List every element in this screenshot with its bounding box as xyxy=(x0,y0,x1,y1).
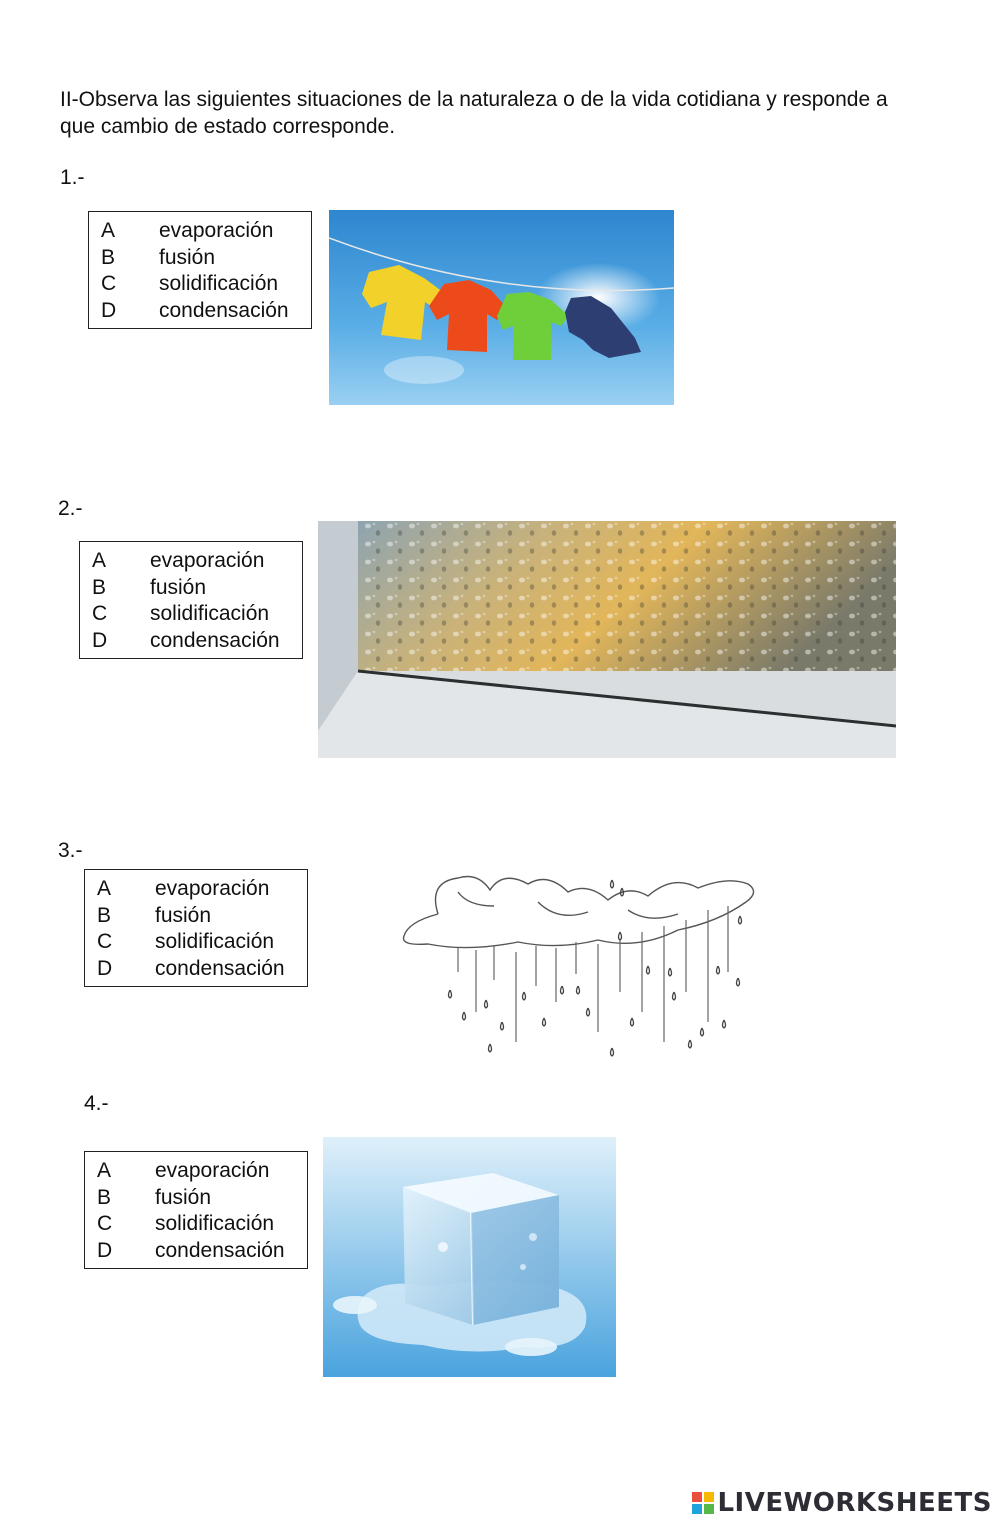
option-text: evaporación xyxy=(155,877,270,900)
question-1-options xyxy=(88,211,312,329)
question-1-number: 1.- xyxy=(60,166,85,189)
option-a[interactable] xyxy=(97,876,297,903)
logo-square-yellow xyxy=(704,1492,714,1502)
option-letter: B xyxy=(92,575,107,599)
question-2-number: 2.- xyxy=(58,497,83,520)
option-letter: D xyxy=(97,956,113,980)
option-a[interactable] xyxy=(92,548,292,575)
option-letter: B xyxy=(97,903,112,927)
logo-square-green xyxy=(704,1504,714,1514)
instructions: II-Observa las siguientes situaciones de la naturaleza o de la vida cotidiana y responde a que cambio de estado corresponde. xyxy=(60,88,888,138)
option-c[interactable] xyxy=(97,929,297,956)
option-c[interactable] xyxy=(97,1211,297,1238)
option-letter: D xyxy=(101,298,117,322)
question-2-options xyxy=(79,541,303,659)
clothesline-photo xyxy=(329,210,674,405)
rain-cloud-drawing xyxy=(398,862,760,1070)
option-a[interactable] xyxy=(97,1158,297,1185)
option-text: solidificación xyxy=(150,602,270,625)
option-letter: A xyxy=(97,1159,112,1182)
option-a[interactable] xyxy=(101,218,301,245)
question-4-options xyxy=(84,1151,308,1269)
option-b[interactable] xyxy=(101,245,301,272)
option-letter: D xyxy=(92,628,108,652)
option-text: fusión xyxy=(155,1185,212,1209)
option-text: fusión xyxy=(155,903,212,927)
liveworksheets-logo[interactable] xyxy=(692,1488,992,1518)
option-text: condensación xyxy=(155,956,285,980)
option-text: solidificación xyxy=(155,1212,275,1235)
option-d[interactable] xyxy=(92,628,292,655)
option-letter: B xyxy=(97,1185,112,1209)
option-d[interactable] xyxy=(97,1238,297,1265)
question-3-options xyxy=(84,869,308,987)
option-letter: C xyxy=(92,602,108,625)
option-letter: A xyxy=(97,877,112,900)
option-text: condensación xyxy=(155,1238,285,1262)
option-letter: C xyxy=(101,272,117,295)
melting-ice-cube-photo xyxy=(323,1137,616,1377)
option-text: condensación xyxy=(150,628,280,652)
logo-square-blue xyxy=(692,1504,702,1514)
option-d[interactable] xyxy=(101,298,301,325)
option-letter: C xyxy=(97,930,113,953)
option-letter: A xyxy=(101,219,116,242)
option-letter: C xyxy=(97,1212,113,1235)
question-3-number: 3.- xyxy=(58,839,83,862)
logo-mark-icon xyxy=(692,1492,714,1514)
logo-text: LIVEWORKSHEETS xyxy=(717,1488,992,1518)
option-letter: A xyxy=(92,549,107,572)
option-b[interactable] xyxy=(92,575,292,602)
option-text: solidificación xyxy=(159,272,279,295)
logo-square-red xyxy=(692,1492,702,1502)
option-text: evaporación xyxy=(150,549,265,572)
option-text: solidificación xyxy=(155,930,275,953)
option-text: evaporación xyxy=(155,1159,270,1182)
option-d[interactable] xyxy=(97,956,297,983)
option-text: evaporación xyxy=(159,219,274,242)
option-c[interactable] xyxy=(101,271,301,298)
option-letter: B xyxy=(101,245,116,269)
option-letter: D xyxy=(97,1238,113,1262)
option-b[interactable] xyxy=(97,903,297,930)
option-text: fusión xyxy=(159,245,216,269)
fogged-window-photo xyxy=(318,521,896,758)
question-4-number: 4.- xyxy=(84,1092,109,1115)
option-text: fusión xyxy=(150,575,207,599)
option-text: condensación xyxy=(159,298,289,322)
option-b[interactable] xyxy=(97,1185,297,1212)
option-c[interactable] xyxy=(92,601,292,628)
